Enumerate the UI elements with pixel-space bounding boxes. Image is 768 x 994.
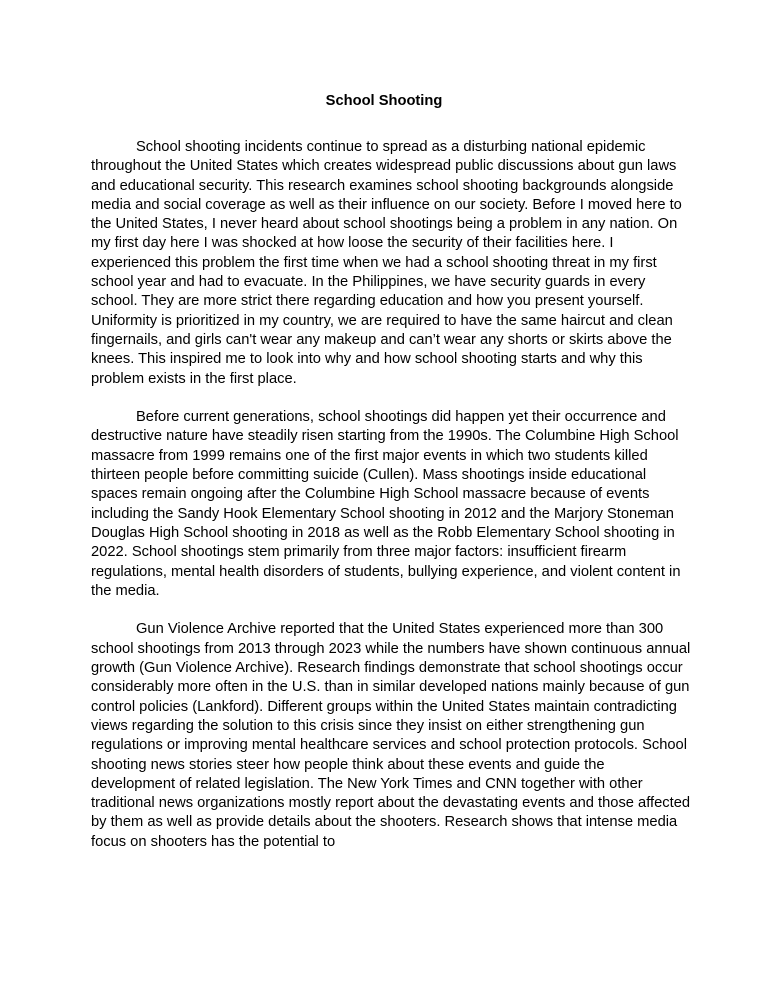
- paragraph-introduction: School shooting incidents continue to spread as a disturbing national epidemic throughout the United States which creates widespread public discussions about gun laws and educational security. This research examines school shooting backgrounds alongside media and social coverage as well as their influence on our society. Before I moved here to the United States, I never heard about school shootings being a problem in any nation. On my first day here I was shocked at how loose the security of their facilities here. I experienced this problem the first time when we had a school shooting threat in my first school year and had to evacuate. In the Philippines, we have security guards in every school. They are more strict there regarding education and how you present yourself. Uniformity is prioritized in my country, we are required to have the same haircut and clean fingernails, and girls can't wear any makeup and can’t wear any shorts or skirts above the knees. This inspired me to look into why and how school shooting starts and why this problem exists in the first place.: [91, 139, 682, 387]
- document-body: [91, 138, 691, 852]
- document-title: School Shooting: [325, 93, 443, 109]
- paragraph-statistics: Gun Violence Archive reported that the United States experienced more than 300 school shootings from 2013 through 2023 while the numbers have shown continuous annual growth (Gun Violence Archive). Research findings demonstrate that school shootings occur considerably more often in the U.S. than in similar developed nations mainly because of gun control policies (Lankford). Different groups within the United States maintain contradicting views regarding the solution to this crisis since they insist on either strengthening gun regulations or improving mental healthcare services and school protection protocols. School shooting news stories steer how people think about these events and guide the development of related legislation. The New York Times and CNN together with other traditional news organizations mostly report about the devastating events and those affected by them as well as provide details about the shooters. Research shows that intense media focus on shooters has the potential to: [91, 621, 691, 850]
- paragraph-history: Before current generations, school shootings did happen yet their occurrence and destructive nature have steadily risen starting from the 1990s. The Columbine High School massacre from 1999 remains one of the first major events in which two students killed thirteen people before committing suicide (Cullen). Mass shootings inside educational spaces remain ongoing after the Columbine High School massacre because of events including the Sandy Hook Elementary School shooting in 2012 and the Marjory Stoneman Douglas High School shooting in 2018 as well as the Robb Elementary School shooting in 2022. School shootings stem primarily from three major factors: insufficient firearm regulations, mental health disorders of students, bullying experience, and violent content in the media.: [91, 409, 681, 599]
